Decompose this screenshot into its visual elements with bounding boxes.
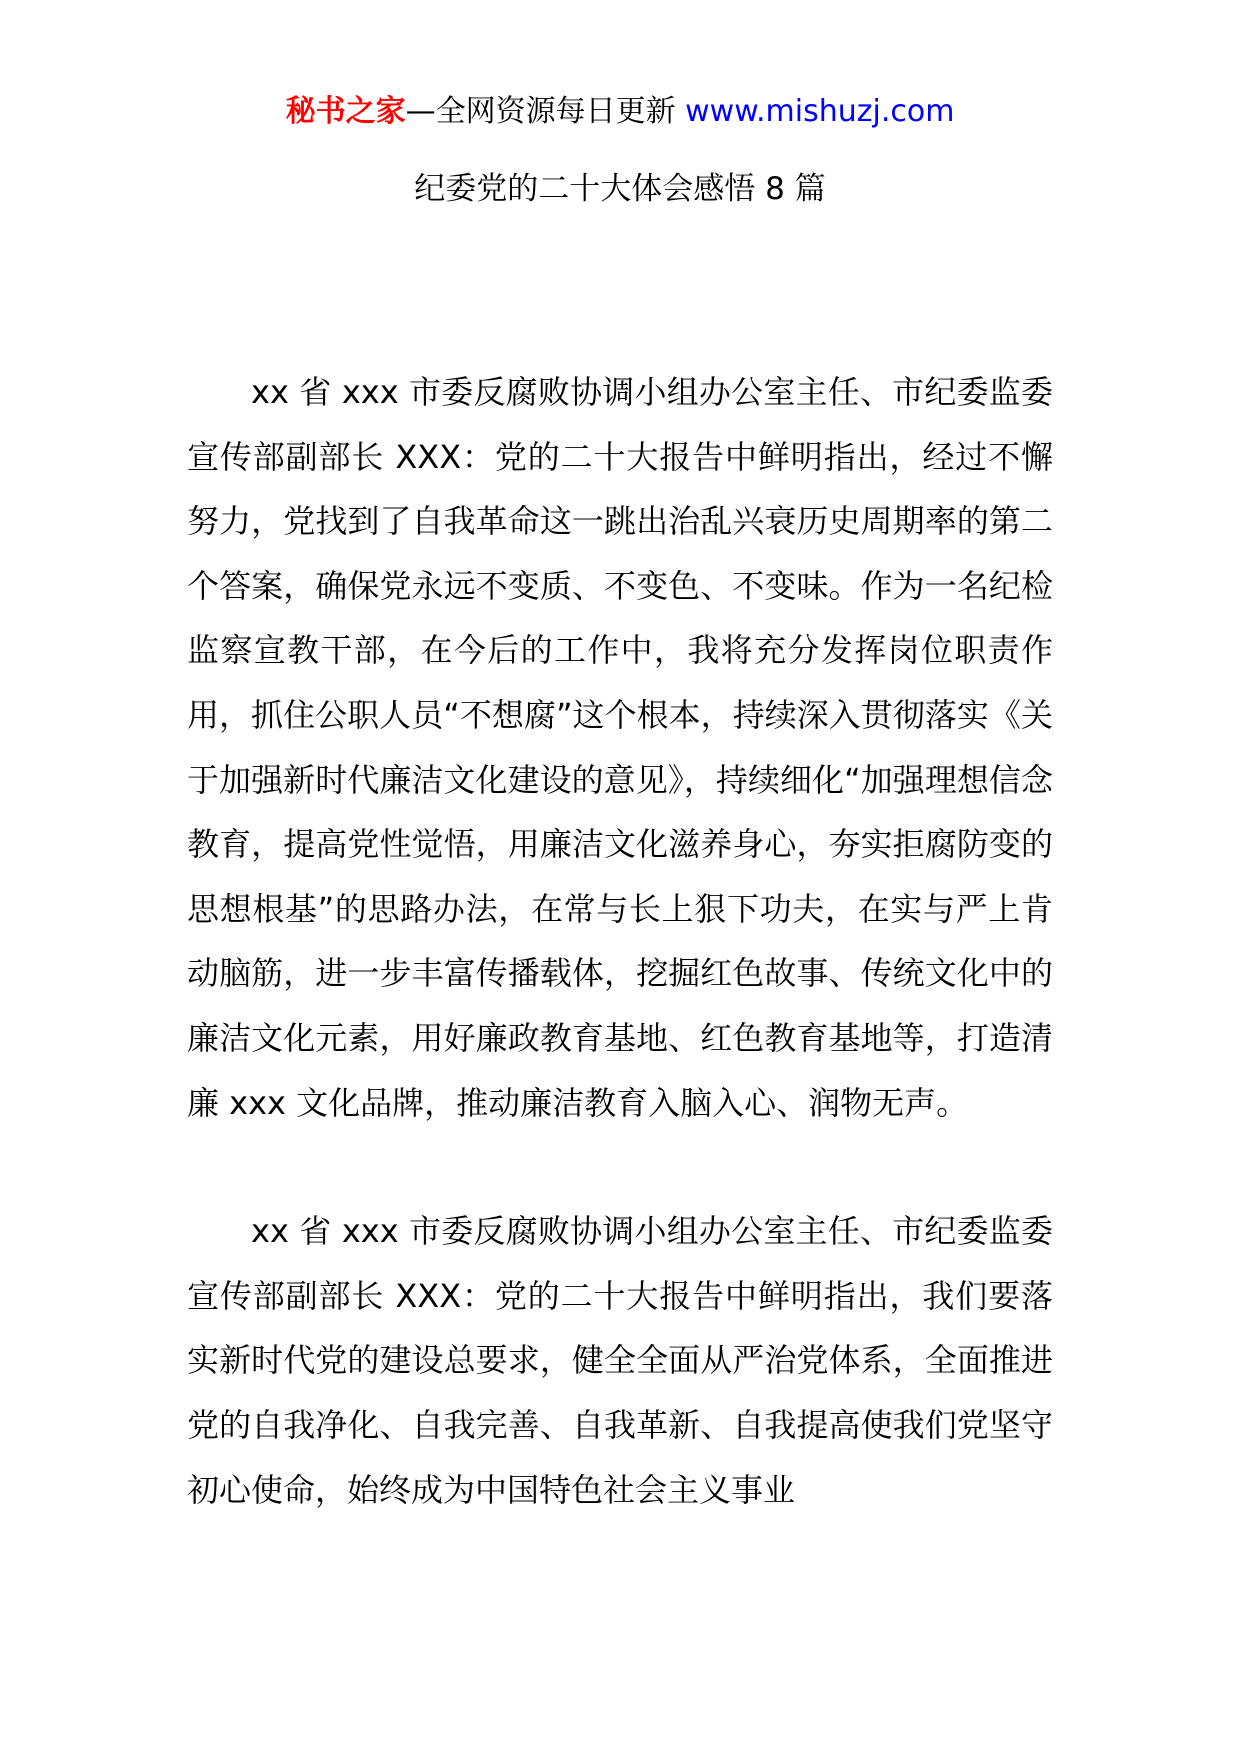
document-title: 纪委党的二十大体会感悟 8 篇 [414,171,826,207]
paragraph-2: xx 省 xxx 市委反腐败协调小组办公室主任、市纪委监委宣传部副部长 XXX：党的二十大报告中鲜明指出，我们要落实新时代党的建设总要求，健全全面从严治党体系，全面推进党的自我净化、自我完善、自我革新、自我提高使我们党坚守初心使命，始终成为中国特色社会主义事业 [187,1212,1053,1509]
site-url-link[interactable]: www.mishuzj.com [685,94,955,129]
site-header [0,92,1240,132]
site-slogan: —全网资源每日更新 [405,94,686,129]
brand-name: 秘书之家 [285,94,406,129]
article-body [187,360,1053,1522]
paragraph-1: xx 省 xxx 市委反腐败协调小组办公室主任、市纪委监委宣传部副部长 XXX：党的二十大报告中鲜明指出，经过不懈努力，党找到了自我革命这一跳出治乱兴衰历史周期率的第二个答案，确保党永远不变质、不变色、不变味。作为一名纪检监察宣教干部，在今后的工作中，我将充分发挥岗位职责作用，抓住公职人员“不想腐”这个根本，持续深入贯彻落实《关于加强新时代廉洁文化建设的意见》，持续细化“加强理想信念教育，提高党性觉悟，用廉洁文化滋养身心，夯实拒腐防变的思想根基”的思路办法，在常与长上狠下功夫，在实与严上肯动脑筋，进一步丰富传播载体，挖掘红色故事、传统文化中的廉洁文化元素，用好廉政教育基地、红色教育基地等，打造清廉 xxx 文化品牌，推动廉洁教育入脑入心、润物无声。 [187,373,1053,1122]
